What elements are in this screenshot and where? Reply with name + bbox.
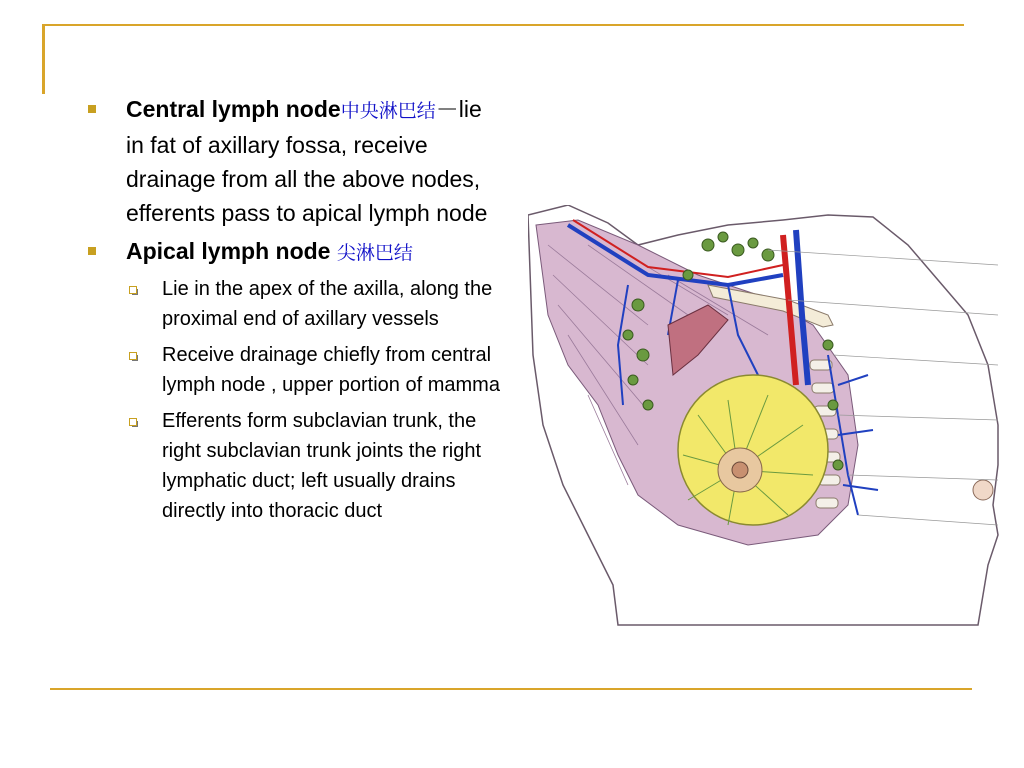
hollow-square-bullet-icon [129,418,137,426]
hollow-square-bullet-icon [129,352,137,360]
slide-frame-top-line [42,24,964,26]
axillary-lymphatics-illustration [528,205,1008,635]
bullet-chinese-term: 中央淋巴结 [340,100,436,122]
sub-bullet-text: Lie in the apex of the axilla, along the proximal end of axillary vessels [162,278,493,330]
slide-text-content [88,92,500,532]
sub-bullet [126,340,500,400]
nipple [732,462,748,478]
anatomy-illustration-svg [528,205,1008,635]
sub-bullet-text: Receive drainage chiefly from central lymph node , upper portion of mamma [162,344,500,396]
contralateral-nipple [973,480,993,500]
slide-frame-bottom-line [50,688,972,690]
bullet-apical-lymph-node [88,234,500,270]
apical-node-sub-list [126,274,500,526]
mammary-gland [678,375,828,525]
bullet-heading: Apical lymph node [126,238,331,264]
sub-bullet-text: Efferents form subclavian trunk, the right subclavian trunk joints the right lymphatic duct; left usually drains directly into thoracic duct [162,410,482,522]
hollow-square-bullet-icon [129,286,137,294]
slide-frame-left-line [42,24,45,94]
bullet-central-lymph-node [88,92,500,230]
bullet-body-text: －lie in fat of axillary fossa, receive drainage from all the above nodes, efferents pass to apical lymph node [126,96,488,226]
sub-bullet [126,406,500,526]
bullet-chinese-term: 尖淋巴结 [336,242,413,264]
square-bullet-icon [88,247,96,255]
bullet-heading: Central lymph node [126,96,341,122]
square-bullet-icon [88,105,96,113]
sub-bullet [126,274,500,334]
